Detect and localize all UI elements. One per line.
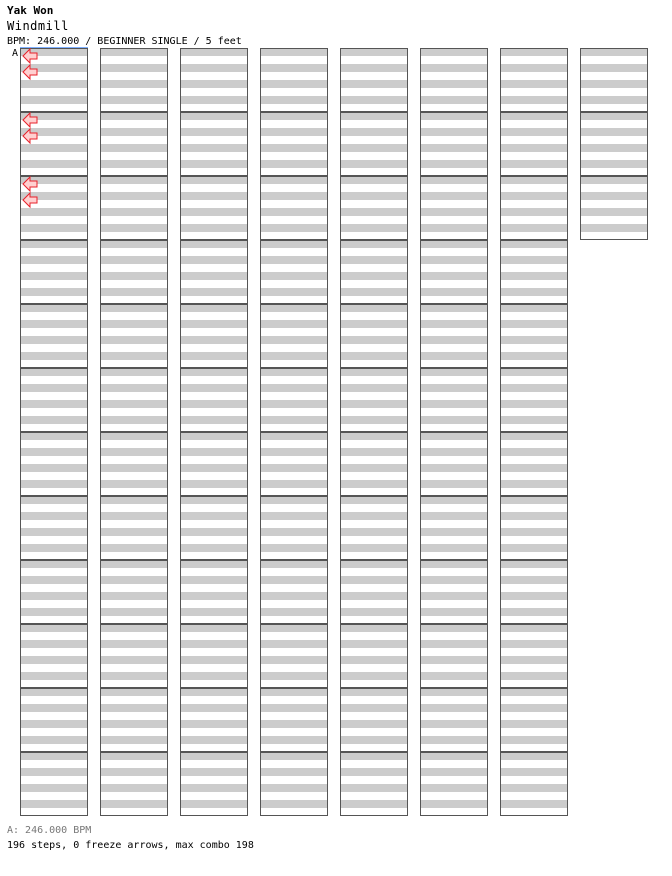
measure [340, 496, 408, 560]
measure [20, 688, 88, 752]
measure [420, 496, 488, 560]
measure [100, 624, 168, 688]
measure [340, 176, 408, 240]
measure [20, 624, 88, 688]
measure [500, 112, 568, 176]
measure [180, 688, 248, 752]
measure [260, 496, 328, 560]
step-statistics: 196 steps, 0 freeze arrows, max combo 198 [7, 840, 254, 851]
measure [260, 560, 328, 624]
measure [20, 240, 88, 304]
measure [100, 48, 168, 112]
measure [420, 432, 488, 496]
measure [420, 624, 488, 688]
measure [260, 240, 328, 304]
measure [340, 560, 408, 624]
measure [340, 304, 408, 368]
measure [100, 432, 168, 496]
measure [340, 752, 408, 816]
measure [260, 48, 328, 112]
bpm-marker-label: A [12, 48, 19, 59]
measure [420, 304, 488, 368]
measure [100, 496, 168, 560]
measure [500, 368, 568, 432]
measure [340, 624, 408, 688]
song-title: Windmill [7, 19, 69, 33]
song-artist: Yak Won [7, 4, 54, 17]
measure [340, 432, 408, 496]
measure [100, 112, 168, 176]
measure [20, 368, 88, 432]
measure [420, 112, 488, 176]
measure [500, 48, 568, 112]
measure [580, 48, 648, 112]
measure [180, 432, 248, 496]
measure [420, 368, 488, 432]
measure [500, 688, 568, 752]
measure [500, 176, 568, 240]
measure [500, 304, 568, 368]
measure [180, 368, 248, 432]
measure [580, 176, 648, 240]
measure [340, 48, 408, 112]
measure [500, 240, 568, 304]
measure [20, 304, 88, 368]
measure [260, 432, 328, 496]
measure [100, 368, 168, 432]
measure [100, 304, 168, 368]
measure [420, 240, 488, 304]
measure [260, 176, 328, 240]
measure [100, 240, 168, 304]
measure [100, 688, 168, 752]
measure [180, 496, 248, 560]
measure [420, 688, 488, 752]
measure [180, 176, 248, 240]
measure [340, 368, 408, 432]
measure [260, 304, 328, 368]
measure [20, 496, 88, 560]
measure [580, 112, 648, 176]
measure [340, 240, 408, 304]
measure [420, 176, 488, 240]
measure [500, 496, 568, 560]
measure [340, 688, 408, 752]
measure [100, 560, 168, 624]
measure [420, 560, 488, 624]
measure [180, 304, 248, 368]
measure [260, 368, 328, 432]
measure [20, 560, 88, 624]
bpm-summary: A: 246.000 BPM [7, 825, 92, 836]
chart-info: BPM: 246.000 / BEGINNER SINGLE / 5 feet [7, 36, 242, 47]
measure [420, 48, 488, 112]
measure [260, 688, 328, 752]
measure [180, 48, 248, 112]
measure [100, 752, 168, 816]
measure [180, 560, 248, 624]
measure [500, 752, 568, 816]
measure [420, 752, 488, 816]
measure [180, 752, 248, 816]
measure [260, 112, 328, 176]
measure [180, 240, 248, 304]
measure [500, 560, 568, 624]
measure [100, 176, 168, 240]
measure [20, 752, 88, 816]
measure [20, 432, 88, 496]
measure [340, 112, 408, 176]
measure [260, 752, 328, 816]
measure [180, 112, 248, 176]
measure [260, 624, 328, 688]
measure [180, 624, 248, 688]
measure [500, 432, 568, 496]
measure [500, 624, 568, 688]
